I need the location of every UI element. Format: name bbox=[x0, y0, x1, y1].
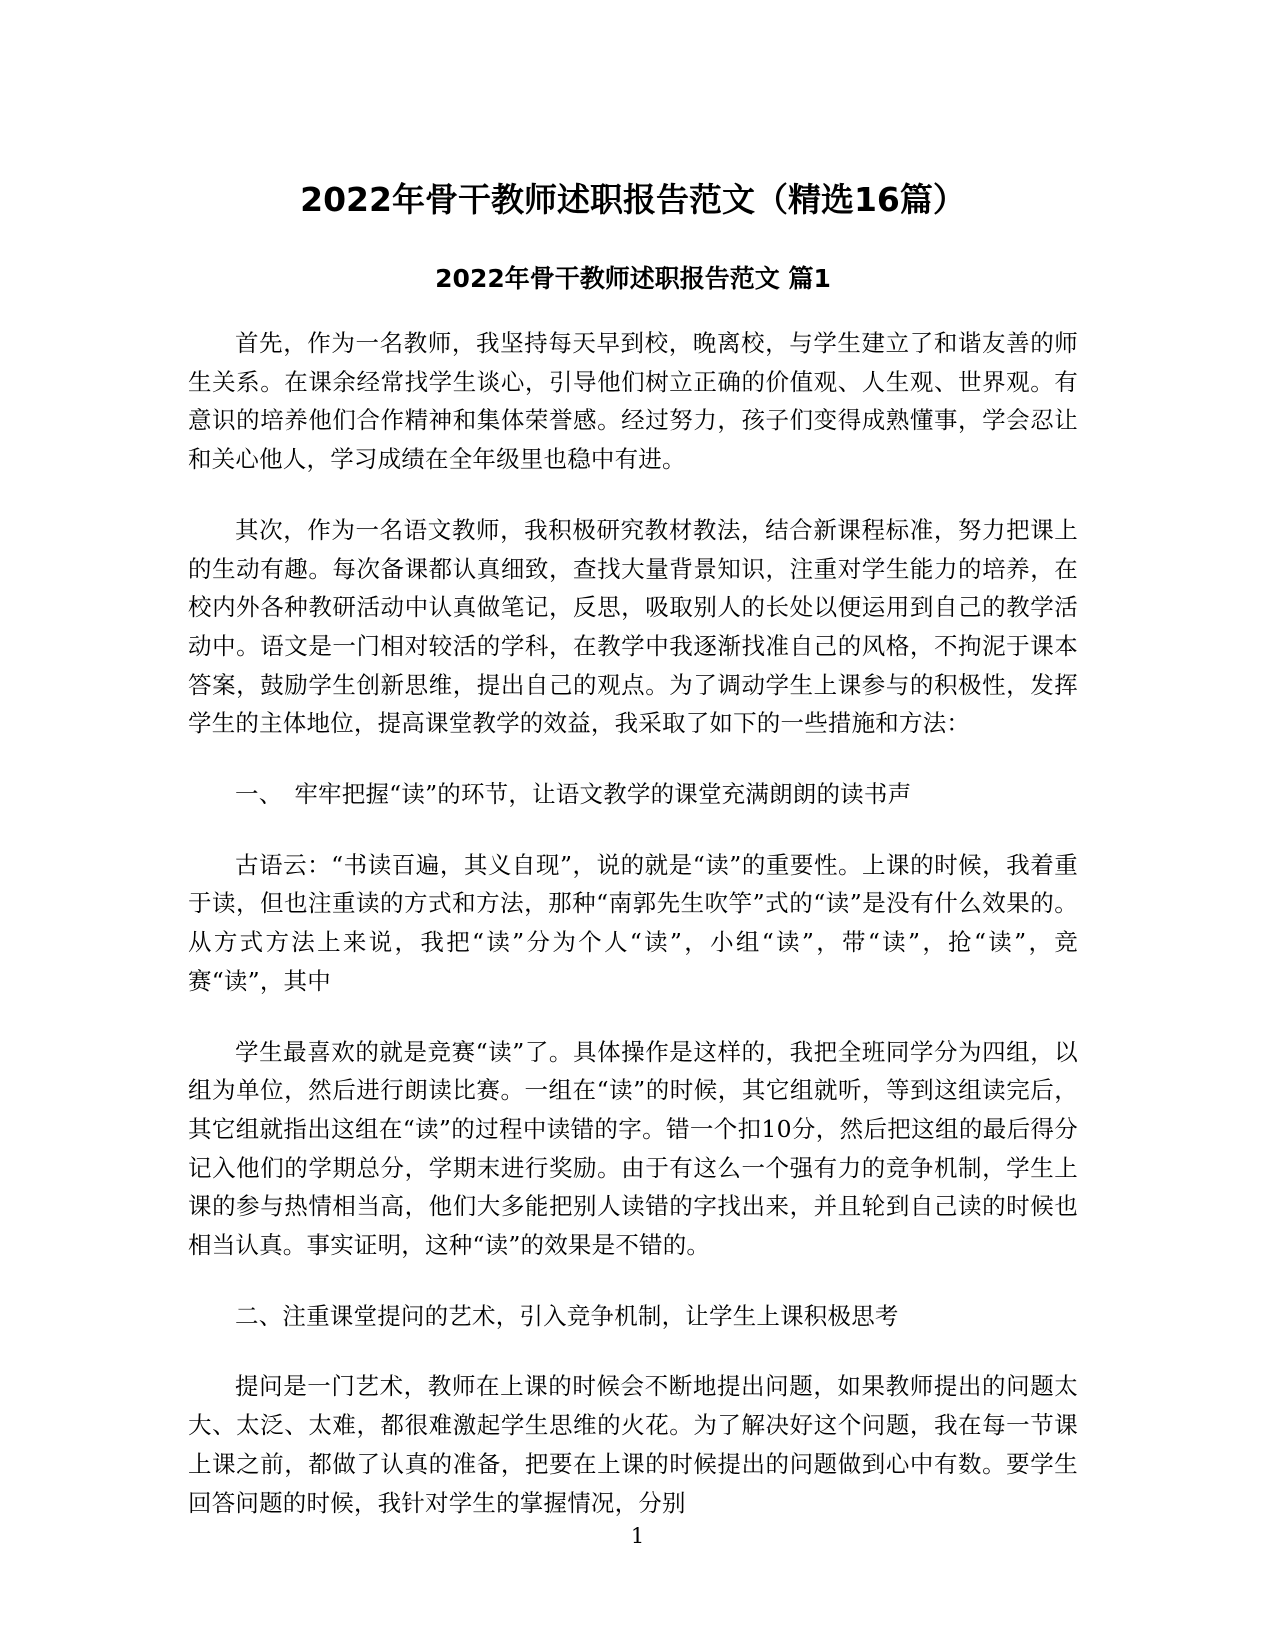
document-title: 2022年骨干教师述职报告范文（精选16篇） bbox=[300, 180, 966, 219]
section-heading: 2022年骨干教师述职报告范文 篇1 bbox=[435, 264, 831, 293]
subheading-paragraph: 一、 牢牢把握“读”的环节，让语文教学的课堂充满朗朗的读书声 bbox=[235, 780, 912, 809]
paragraph: 古语云：“书读百遍，其义自现”，说的就是“读”的重要性。上课的时候，我着重于读，但也注重读的方式和方法，那种“南郭先生吹竽”式的“读”是没有什么效果的。从方式方法上来说，我把“读”分为个人“读”，小组“读”，带“读”，抢“读”，竞赛“读”，其中 bbox=[188, 850, 1078, 995]
page-number: 1 bbox=[630, 1524, 645, 1548]
paragraph: 其次，作为一名语文教师，我积极研究教材教法，结合新课程标准，努力把课上的生动有趣。每次备课都认真细致，查找大量背景知识，注重对学生能力的培养，在校内外各种教研活动中认真做笔记，反思，吸取别人的长处以便运用到自己的教学活动中。语文是一门相对较活的学科，在教学中我逐渐找准自己的风格，不拘泥于课本答案，鼓励学生创新思维，提出自己的观点。为了调动学生上课参与的积极性，发挥学生的主体地位，提高课堂教学的效益，我采取了如下的一些措施和方法： bbox=[188, 515, 1078, 738]
paragraph: 学生最喜欢的就是竞赛“读”了。具体操作是这样的，我把全班同学分为四组，以组为单位，然后进行朗读比赛。一组在“读”的时候，其它组就听，等到这组读完后，其它组就指出这组在“读”的过程中读错的字。错一个扣10分，然后把这组的最后得分记入他们的学期总分，学期末进行奖励。由于有这么一个强有力的竞争机制，学生上课的参与热情相当高，他们大多能把别人读错的字找出来，并且轮到自己读的时候也相当认真。事实证明，这种“读”的效果是不错的。 bbox=[188, 1037, 1078, 1260]
paragraph: 提问是一门艺术，教师在上课的时候会不断地提出问题，如果教师提出的问题太大、太泛、太难，都很难激起学生思维的火花。为了解决好这个问题，我在每一节课上课之前，都做了认真的准备，把要在上课的时候提出的问题做到心中有数。要学生回答问题的时候，我针对学生的掌握情况，分别 bbox=[188, 1372, 1078, 1517]
document-body bbox=[188, 178, 1078, 1522]
paragraph: 首先，作为一名教师，我坚持每天早到校，晚离校，与学生建立了和谐友善的师生关系。在课余经常找学生谈心，引导他们树立正确的价值观、人生观、世界观。有意识的培养他们合作精神和集体荣誉感。经过努力，孩子们变得成熟懂事，学会忍让和关心他人，学习成绩在全年级里也稳中有进。 bbox=[188, 329, 1078, 474]
subheading-paragraph: 二、注重课堂提问的艺术，引入竞争机制，让学生上课积极思考 bbox=[235, 1301, 899, 1330]
